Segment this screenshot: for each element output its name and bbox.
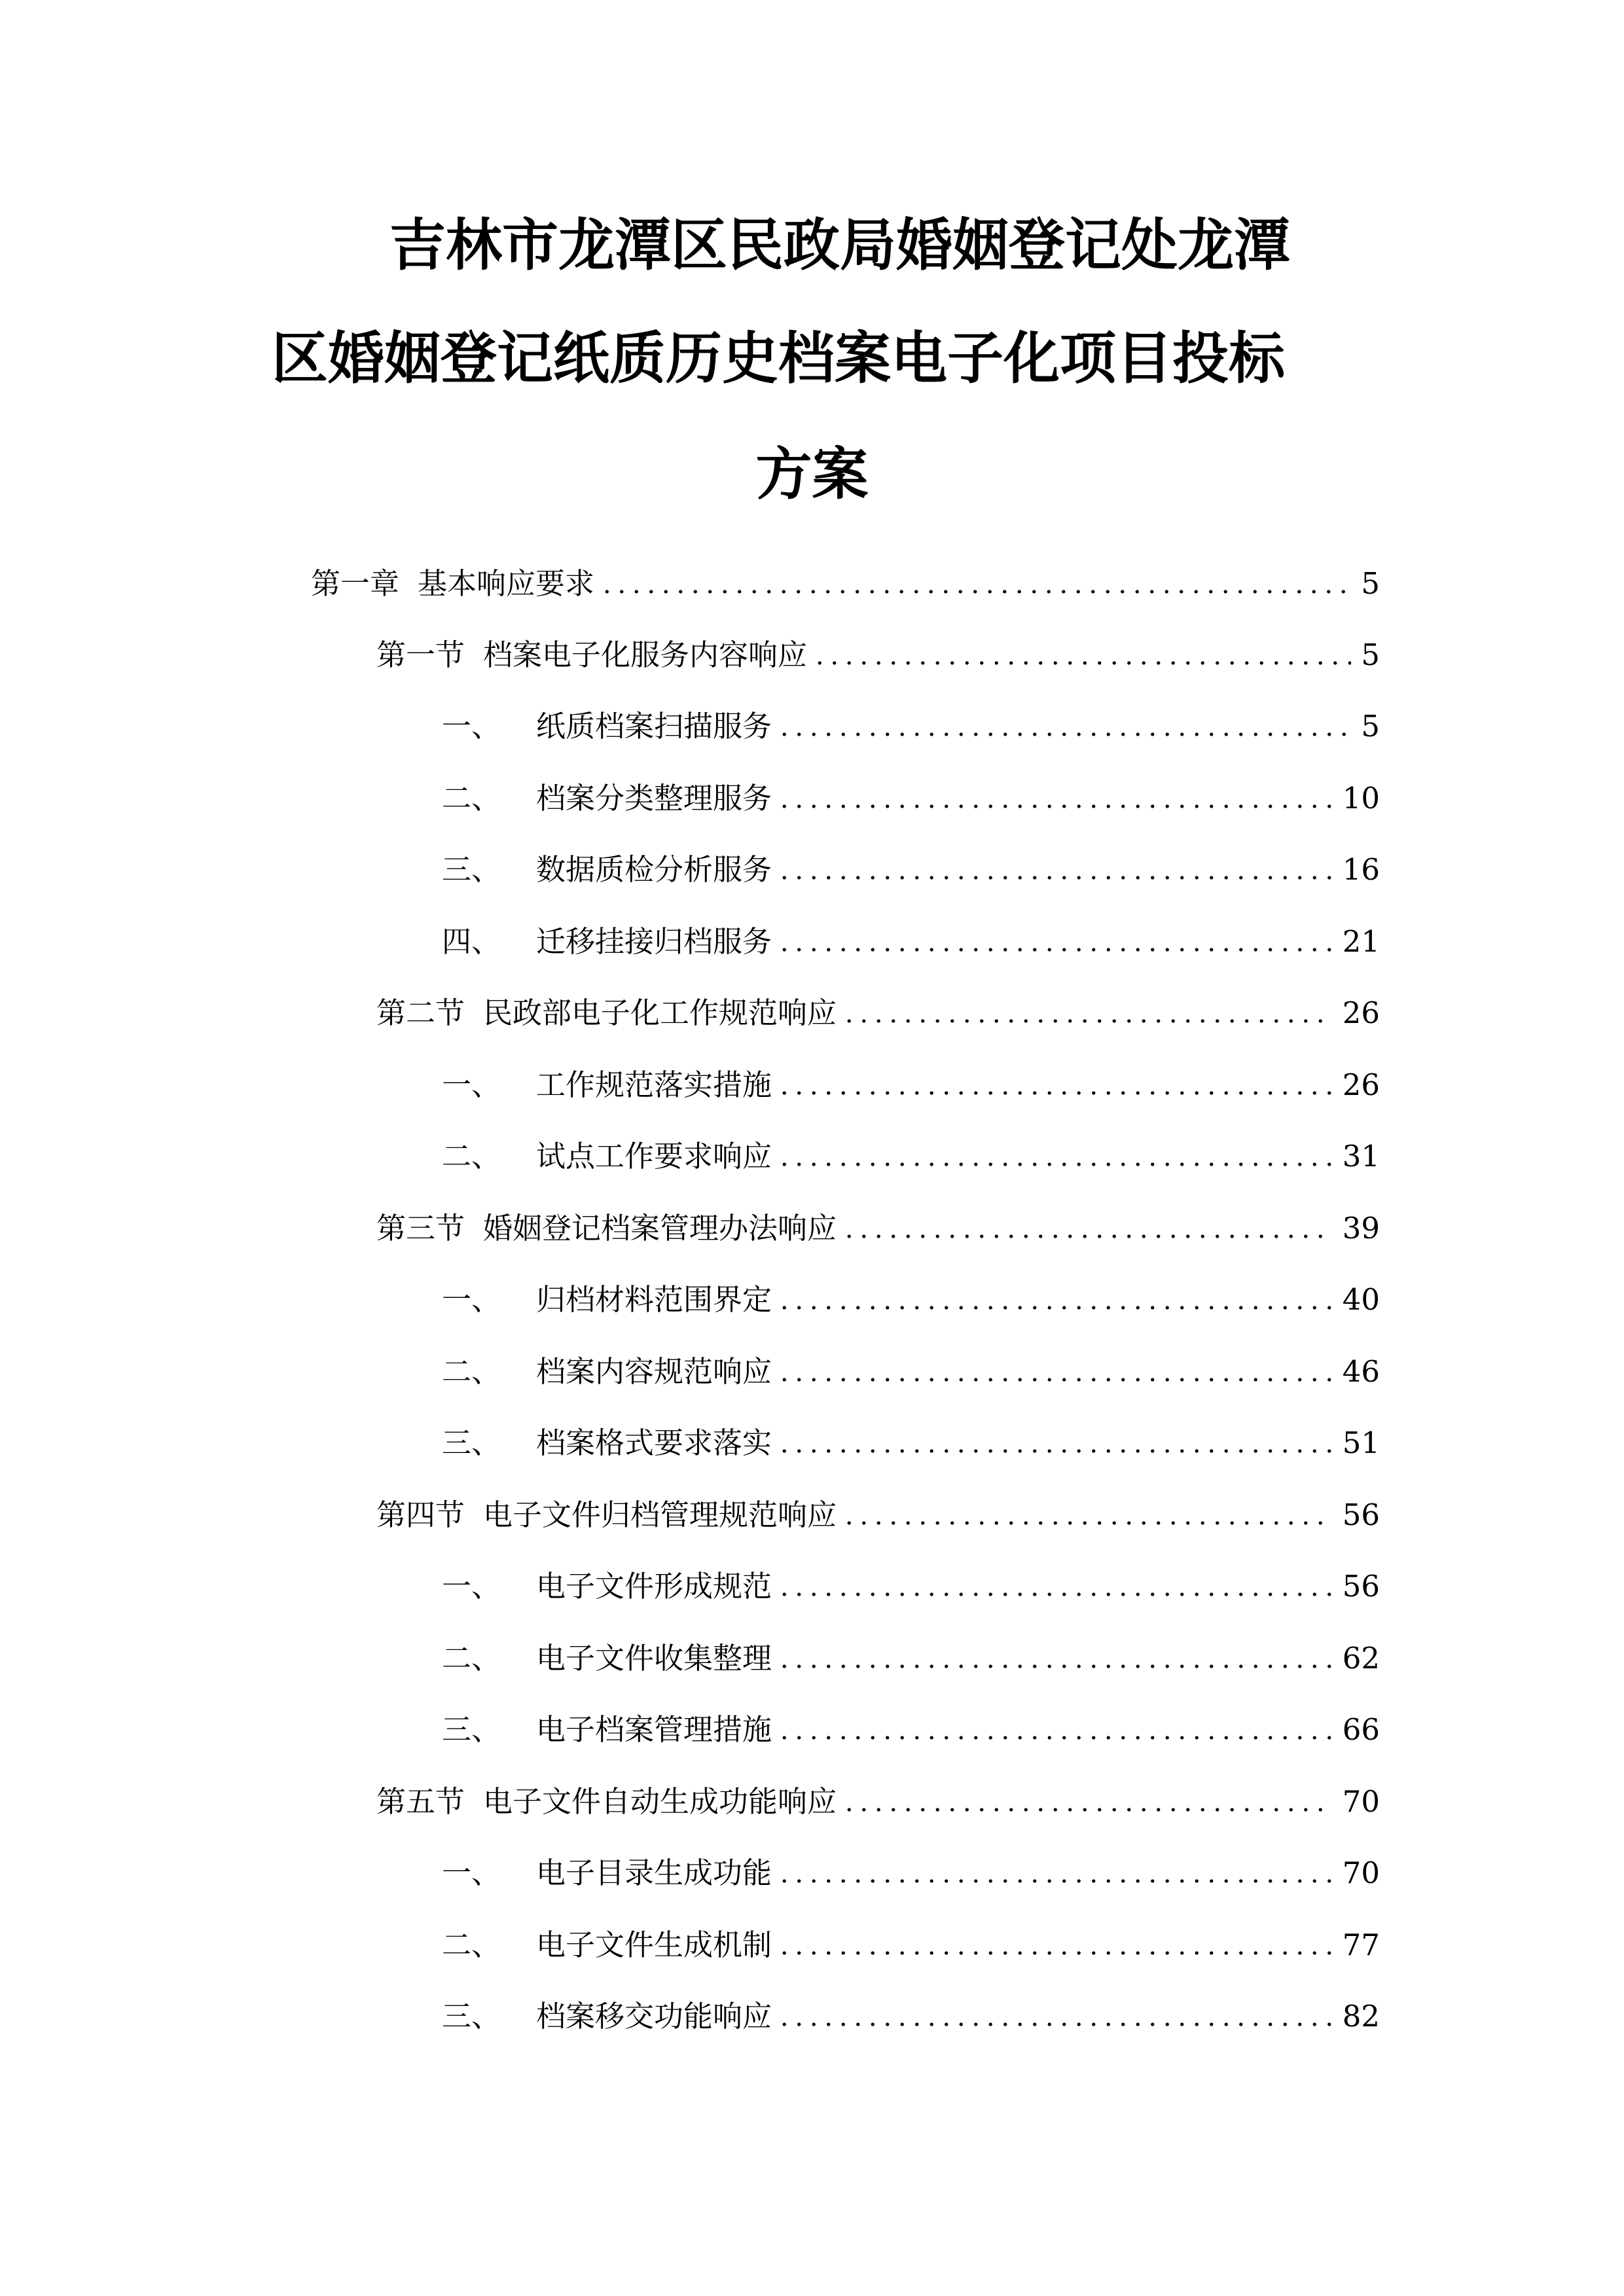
toc-leader-dots <box>777 1349 1333 1395</box>
toc-page-number: 10 <box>1342 781 1380 816</box>
toc-leader-dots <box>777 1994 1333 2039</box>
toc-page-number: 56 <box>1342 1498 1380 1532</box>
toc-page-number: 31 <box>1342 1139 1380 1174</box>
toc-page-number: 70 <box>1342 1856 1380 1890</box>
toc-entry-item[interactable] <box>442 704 1380 749</box>
toc-page-number: 26 <box>1342 1067 1380 1102</box>
toc-leader-dots <box>842 1492 1333 1538</box>
toc-entry-item[interactable] <box>442 1277 1380 1323</box>
toc-page-number: 70 <box>1342 1784 1380 1819</box>
toc-leader-dots <box>600 561 1351 607</box>
toc-prefix: 一、 <box>442 1067 501 1102</box>
toc-title: 档案格式要求落实 <box>536 1426 772 1460</box>
toc-title: 数据质检分析服务 <box>536 852 772 887</box>
toc-entry-item[interactable] <box>442 1636 1380 1681</box>
toc-title: 民政部电子化工作规范响应 <box>483 996 837 1030</box>
toc-page-number: 66 <box>1342 1712 1380 1747</box>
toc-title: 电子文件收集整理 <box>536 1641 772 1676</box>
toc-page-number: 51 <box>1342 1426 1380 1460</box>
toc-title: 归档材料范围界定 <box>536 1282 772 1317</box>
toc-entry-item[interactable] <box>442 919 1380 965</box>
toc-entry-item[interactable] <box>442 1994 1380 2039</box>
toc-leader-dots <box>777 1420 1333 1466</box>
toc-entry-item[interactable] <box>442 1564 1380 1609</box>
toc-title: 基本响应要求 <box>418 566 595 601</box>
toc-page-number: 39 <box>1342 1211 1380 1246</box>
toc-prefix: 第三节 <box>376 1211 465 1246</box>
toc-leader-dots <box>777 1564 1333 1609</box>
toc-prefix: 三、 <box>442 1999 501 2034</box>
toc-page-number: 82 <box>1342 1999 1380 2034</box>
toc-title: 迁移挂接归档服务 <box>536 924 772 959</box>
toc-prefix: 二、 <box>442 1139 501 1174</box>
toc-leader-dots <box>777 704 1351 749</box>
toc-leader-dots <box>777 1062 1333 1108</box>
toc-page-number: 56 <box>1342 1569 1380 1604</box>
toc-prefix: 二、 <box>442 1928 501 1962</box>
toc-page-number: 77 <box>1342 1928 1380 1962</box>
toc-page-number: 46 <box>1342 1354 1380 1389</box>
toc-entry-section-2[interactable] <box>376 990 1380 1036</box>
toc-leader-dots <box>777 1277 1333 1323</box>
toc-page-number: 5 <box>1361 566 1380 601</box>
toc-title: 婚姻登记档案管理办法响应 <box>483 1211 837 1246</box>
toc-title: 工作规范落实措施 <box>536 1067 772 1102</box>
toc-title: 电子文件自动生成功能响应 <box>483 1784 837 1819</box>
toc-entry-item[interactable] <box>442 1349 1380 1395</box>
toc-leader-dots <box>777 1850 1333 1896</box>
toc-title: 档案电子化服务内容响应 <box>483 637 808 672</box>
toc-prefix: 二、 <box>442 1354 501 1389</box>
toc-entry-item[interactable] <box>442 1134 1380 1179</box>
toc-prefix: 四、 <box>442 924 501 959</box>
toc-entry-item[interactable] <box>442 1707 1380 1753</box>
toc-leader-dots <box>777 1134 1333 1179</box>
toc-leader-dots <box>842 1779 1333 1825</box>
toc-title: 纸质档案扫描服务 <box>536 709 772 744</box>
toc-entry-section-5[interactable] <box>376 1779 1380 1825</box>
toc-prefix: 一、 <box>442 1282 501 1317</box>
toc-entry-section-4[interactable] <box>376 1492 1380 1538</box>
toc-prefix: 第一章 <box>311 566 400 601</box>
toc-leader-dots <box>777 1636 1333 1681</box>
toc-title: 电子文件生成机制 <box>536 1928 772 1962</box>
toc-prefix: 第五节 <box>376 1784 465 1819</box>
toc-prefix: 三、 <box>442 1712 501 1747</box>
toc-entry-chapter-1[interactable] <box>311 561 1380 607</box>
toc-page-number: 40 <box>1342 1282 1380 1317</box>
toc-prefix: 二、 <box>442 1641 501 1676</box>
toc-prefix: 三、 <box>442 852 501 887</box>
toc-entry-item[interactable] <box>442 1420 1380 1466</box>
document-title-line-2: 区婚姻登记纸质历史档案电子化项目投标 <box>272 326 1285 391</box>
toc-entry-item[interactable] <box>442 776 1380 821</box>
toc-leader-dots <box>777 1707 1333 1753</box>
toc-title: 电子文件归档管理规范响应 <box>483 1498 837 1532</box>
toc-entry-item[interactable] <box>442 1850 1380 1896</box>
toc-prefix: 第一节 <box>376 637 465 672</box>
toc-title: 电子目录生成功能 <box>536 1856 772 1890</box>
toc-leader-dots <box>842 990 1333 1036</box>
toc-page-number: 16 <box>1342 852 1380 887</box>
toc-title: 电子文件形成规范 <box>536 1569 772 1604</box>
toc-prefix: 第四节 <box>376 1498 465 1532</box>
toc-prefix: 三、 <box>442 1426 501 1460</box>
toc-page-number: 5 <box>1361 709 1380 744</box>
toc-prefix: 一、 <box>442 1856 501 1890</box>
toc-title: 档案分类整理服务 <box>536 781 772 816</box>
toc-page-number: 62 <box>1342 1641 1380 1676</box>
toc-prefix: 第二节 <box>376 996 465 1030</box>
toc-page-number: 26 <box>1342 996 1380 1030</box>
toc-entry-section-3[interactable] <box>376 1206 1380 1251</box>
toc-leader-dots <box>777 847 1333 893</box>
toc-page-number: 5 <box>1361 637 1380 672</box>
toc-leader-dots <box>777 919 1333 965</box>
toc-prefix: 二、 <box>442 781 501 816</box>
toc-title: 电子档案管理措施 <box>536 1712 772 1747</box>
toc-title: 档案移交功能响应 <box>536 1999 772 2034</box>
toc-prefix: 一、 <box>442 1569 501 1604</box>
toc-entry-item[interactable] <box>442 1922 1380 1968</box>
toc-entry-item[interactable] <box>442 1062 1380 1108</box>
toc-leader-dots <box>812 632 1351 678</box>
toc-title: 档案内容规范响应 <box>536 1354 772 1389</box>
toc-page-number: 21 <box>1342 924 1380 959</box>
toc-entry-item[interactable] <box>442 847 1380 893</box>
document-title-line-1: 吉林市龙潭区民政局婚姻登记处龙潭 <box>389 213 1290 278</box>
toc-leader-dots <box>777 1922 1333 1968</box>
toc-title: 试点工作要求响应 <box>536 1139 772 1174</box>
toc-leader-dots <box>842 1206 1333 1251</box>
toc-prefix: 一、 <box>442 709 501 744</box>
document-title-line-3: 方案 <box>755 442 869 507</box>
toc-leader-dots <box>777 776 1333 821</box>
toc-entry-section-1[interactable] <box>376 632 1380 678</box>
